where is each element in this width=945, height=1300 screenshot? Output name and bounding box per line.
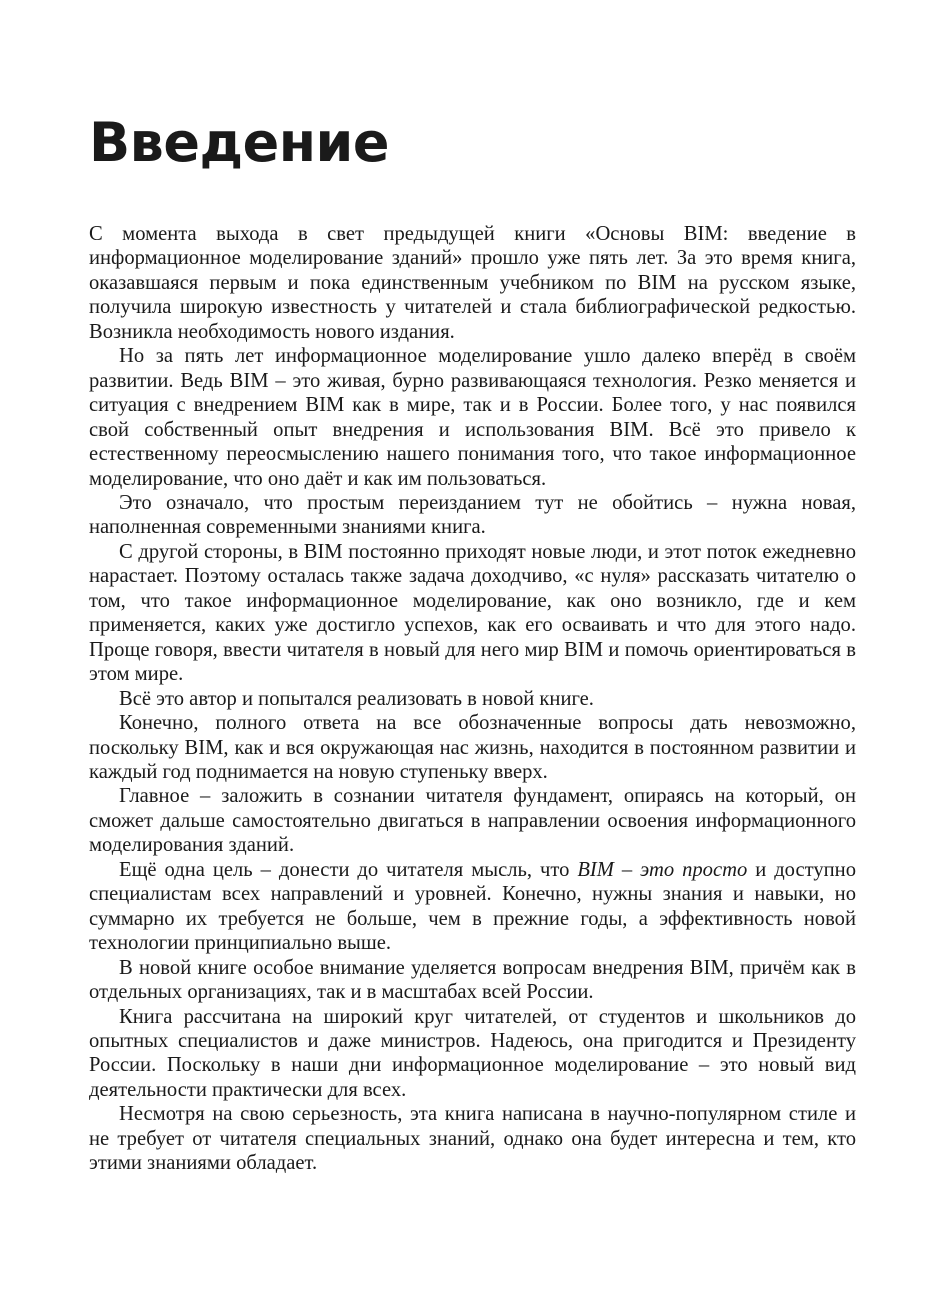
paragraph-8-emphasis: BIM – это просто	[577, 858, 748, 881]
paragraph-3: Это означало, что простым переизданием тут не обойтись – нужна новая, наполненная современными знаниями книга.	[89, 491, 856, 539]
paragraph-8	[89, 858, 856, 956]
chapter-title: Введение	[89, 111, 389, 174]
paragraph-8-before: Ещё одна цель – донести до читателя мысль, что	[119, 858, 578, 881]
paragraph-4: С другой стороны, в BIM постоянно приходят новые люди, и этот поток ежедневно нарастает. Поэтому осталась также задача доходчиво, «с нуля» рассказать читателю о том, что такое информационное моделирование, как оно возникло, где и кем применяется, каких уже достигло успехов, как его осваивать и что для этого надо. Проще говоря, ввести читателя в новый для него мир BIM и помочь ориентироваться в этом мире.	[89, 540, 856, 686]
paragraph-7: Главное – заложить в сознании читателя фундамент, опираясь на который, он сможет дальше самостоятельно двигаться в направлении освоения информационного моделирования зданий.	[89, 785, 856, 857]
chapter-body	[89, 222, 856, 1176]
paragraph-10: Книга рассчитана на широкий круг читателей, от студентов и школьников до опытных специалистов и даже министров. Надеюсь, она пригодится и Президенту России. Поскольку в наши дни информационное моделирование – это новый вид деятельности практически для всех.	[89, 1005, 856, 1101]
paragraph-2: Но за пять лет информационное моделирование ушло далеко вперёд в своём развитии. Ведь BIM – это живая, бурно развивающаяся технология. Резко меняется и ситуация с внедрением BIM как в мире, так и в России. Более того, у нас появился свой собственный опыт внедрения и использования BIM. Всё это привело к естественному переосмыслению нашего понимания того, что такое информационное моделирование, что оно даёт и как им пользоваться.	[89, 345, 856, 490]
paragraph-1: С момента выхода в свет предыдущей книги «Основы BIM: введение в информационное моделирование зданий» прошло уже пять лет. За это время книга, оказавшаяся первым и пока единственным учебником по BIM на русском языке, получила широкую известность у читателей и стала библиографической редкостью. Возникла необходимость нового издания.	[89, 223, 856, 343]
paragraph-11: Несмотря на свою серьезность, эта книга написана в научно-популярном стиле и не требует от читателя специальных знаний, однако она будет интересна и тем, кто этими знаниями обладает.	[89, 1103, 856, 1175]
paragraph-6: Конечно, полного ответа на все обозначенные вопросы дать невозможно, поскольку BIM, как и вся окружающая нас жизнь, находится в постоянном развитии и каждый год поднимается на новую ступеньку вверх.	[89, 712, 856, 783]
paragraph-5: Всё это автор и попытался реализовать в новой книге.	[119, 687, 594, 710]
paragraph-8-after: и доступно специалистам всех направлений и уровней. Конечно, нужны знания и навыки, но суммарно их требуется не больше, чем в прежние годы, а эффективность новой технологии принципиально выше.	[89, 858, 856, 955]
paragraph-9: В новой книге особое внимание уделяется вопросам внедрения BIM, причём как в отдельных организациях, так и в масштабах всей России.	[89, 956, 856, 1004]
